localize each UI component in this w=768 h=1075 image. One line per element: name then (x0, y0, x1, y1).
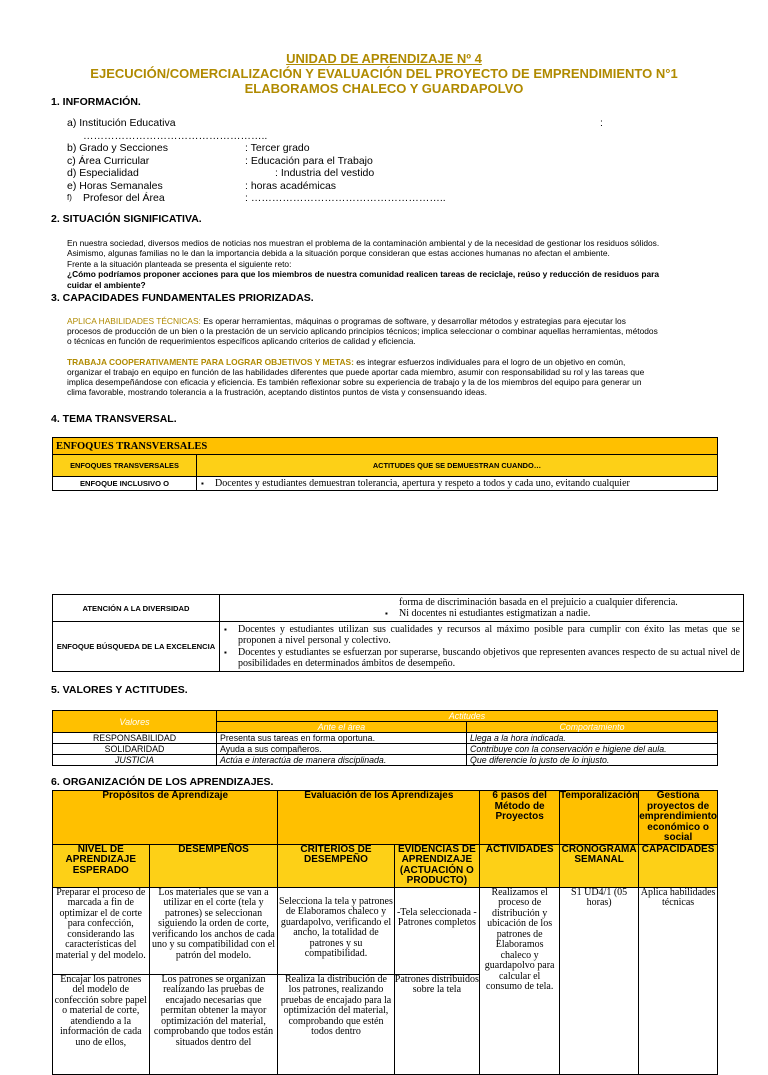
capacidad-2-line2: organizar el trabajo en equipo en función de las habilidades diferentes que puede aportar cada miembro, asumir con responsabilidad su rol y las tareas que (67, 367, 645, 377)
section-informacion-title: 1. INFORMACIÓN. (51, 96, 141, 108)
ante-area-header: Ante el área (217, 722, 467, 733)
capacidad-1-label: APLICA HABILIDADES TÉCNICAS: (67, 316, 201, 326)
info-area-label: c) Área Curricular (67, 155, 150, 167)
desempenos-header: DESEMPEÑOS (149, 844, 278, 887)
info-institucion-label: a) Institución Educativa (67, 117, 176, 129)
info-profesor-value: : ……………………………………………….. (245, 192, 446, 204)
info-institucion-value: …………………………………………….. (83, 130, 268, 142)
actitudes-col-header: ACTITUDES QUE SE DEMUESTRAN CUANDO… (197, 455, 718, 477)
propositos-header: Propósitos de Aprendizaje (53, 791, 278, 845)
situacion-p2: Asimismo, algunas familias no le dan la importancia debida a la situación porque consideran que estas acciones humanas no afectan el ambiente. (67, 248, 610, 258)
organizacion-table (52, 790, 718, 1075)
capacidades-header: CAPACIDADES (639, 844, 718, 887)
capacidad-1-line2: procesos de producción de un bien o la prestación de un servicio aplicando principios técnicos; implica seleccionar o combinar aquellas herramientas, métodos (67, 326, 658, 336)
actividad-cell: Realizamos el proceso de distribución y ubicación de los patrones de Elaboramos chaleco y guardapolvo para calcular el consumo de tela. (480, 887, 560, 1074)
evidencia-cell: -Tela seleccionada - Patrones completos (394, 887, 480, 974)
info-grado-value: : Tercer grado (245, 142, 310, 154)
atencion-diversidad-text (220, 595, 744, 622)
section-capacidades-title: 3. CAPACIDADES FUNDAMENTALES PRIORIZADAS. (51, 292, 314, 304)
project-title: ELABORAMOS CHALECO Y GUARDAPOLVO (244, 81, 524, 96)
busqueda-excelencia-bullet-1: ▪ Docentes y estudiantes utilizan sus cualidades y recursos al máximo posible para cumplir con éxito las metas que se proponen a nivel personal y colectivo. (220, 624, 740, 647)
valor-cell: SOLIDARIDAD (53, 744, 217, 755)
busqueda-excelencia-bullet-2: ▪ Docentes y estudiantes se esfuerzan por superarse, buscando objetivos que representen avances respecto de su actual nivel de posibilidades en determinados ámbitos de desempeño. (220, 647, 740, 670)
info-especialidad-label: d) Especialidad (67, 167, 139, 179)
desempeno-cell: Los patrones se organizan realizando las pruebas de encajado necesarias que permitan obtener la mayor optimización del material, comprobando que todos están situados dentro del (149, 974, 278, 1074)
situacion-question-l1: ¿Cómo podríamos proponer acciones para que los miembros de nuestra comunidad realicen tareas de reciclaje, reúso y reducción de residuos para (67, 269, 660, 279)
busqueda-excelencia-text (220, 622, 744, 672)
valor-cell: JUSTICIA (53, 755, 217, 766)
capacidad-2-label: TRABAJA COOPERATIVAMENTE PARA LOGRAR OBJETIVOS Y METAS: (67, 357, 354, 367)
temporalizacion-header: Temporalización (560, 791, 639, 845)
enfoques-table-title: ENFOQUES TRANSVERSALES (53, 438, 718, 455)
capacidad-1-line1: Es operar herramientas, máquinas o programas de software, y desarrollar métodos y estrategias para ejecutar los (200, 316, 626, 326)
capacidad-cell: Aplica habilidades técnicas (639, 887, 718, 1074)
comportamiento-header: Comportamiento (467, 722, 718, 733)
valores-table (52, 710, 718, 766)
section-valores-title: 5. VALORES Y ACTITUDES. (51, 684, 188, 696)
capacidad-2-line1: es integrar esfuerzos individuales para el logro de un objetivo en común, (353, 357, 626, 367)
ante-area-cell: Ayuda a sus compañeros. (217, 744, 467, 755)
info-grado-label: b) Grado y Secciones (67, 142, 168, 154)
actividades-header: ACTIVIDADES (480, 844, 560, 887)
situacion-question-l2: cuidar el ambiente? (67, 280, 146, 290)
enfoque-inclusivo-bullet: ▪ Docentes y estudiantes demuestran tolerancia, apertura y respeto a todos y cada uno, evitando cualquier (197, 478, 713, 490)
comportamiento-cell: Que diferencie lo justo de lo injusto. (467, 755, 718, 766)
criterios-header: CRITERIOS DE DESEMPEÑO (278, 844, 394, 887)
enfoque-inclusivo-name: ENFOQUE INCLUSIVO O (53, 477, 197, 491)
info-profesor-label: Profesor del Área (83, 192, 165, 204)
capacidad-2-line4: clima favorable, mostrando tolerancia a la frustración, aceptando distintos puntos de vista y consensuando ideas. (67, 387, 487, 397)
criterio-cell: Realiza la distribución de los patrones, realizando pruebas de encajado para la optimización del material, comprobando que estén todos dentro (278, 974, 394, 1074)
capacidad-2-line3: implica desempeñándose con eficacia y eficiencia. Es también reflexionar sobre su experiencia de trabajo y la de los miembros del equipo para generar un (67, 377, 642, 387)
capacidad-1 (67, 316, 717, 346)
valores-header: Valores (53, 711, 217, 733)
enfoque-inclusivo-text (197, 477, 718, 491)
enfoques-col-header: ENFOQUES TRANSVERSALES (53, 455, 197, 477)
info-especialidad-value: : Industria del vestido (275, 167, 375, 179)
info-institucion-colon: : (600, 117, 603, 129)
unit-title: UNIDAD DE APRENDIZAJE Nº 4 (286, 51, 482, 66)
situacion-p3: Frente a la situación planteada se presenta el siguiente reto: (67, 259, 292, 269)
info-area-value: : Educación para el Trabajo (245, 155, 373, 167)
evaluacion-header: Evaluación de los Aprendizajes (278, 791, 480, 845)
enfoques-table-top (52, 437, 718, 491)
pasos-metodo-header: 6 pasos del Método de Proyectos (480, 791, 560, 845)
unit-subtitle: EJECUCIÓN/COMERCIALIZACIÓN Y EVALUACIÓN DEL PROYECTO DE EMPRENDIMIENTO N°1 (90, 66, 678, 81)
capacidad-2 (67, 357, 717, 397)
ante-area-cell: Actúa e interactúa de manera disciplinada. (217, 755, 467, 766)
section-tema-transversal-title: 4. TEMA TRANSVERSAL. (51, 413, 177, 425)
enfoques-table-bottom (52, 594, 744, 672)
valor-cell: RESPONSABILIDAD (53, 733, 217, 744)
capacidad-1-line3: o técnicas en función de requerimientos específicos aplicando criterios de calidad y eficiencia. (67, 336, 416, 346)
ante-area-cell: Presenta sus tareas en forma oportuna. (217, 733, 467, 744)
situacion-p1: En nuestra sociedad, diversos medios de noticias nos muestran el problema de la contaminación ambiental y de la necesidad de gestionar los residuos sólidos. (67, 238, 660, 248)
info-horas-value: : horas académicas (245, 180, 337, 192)
criterio-cell: Selecciona la tela y patrones de Elaboramos chaleco y guardapolvo, verificando el ancho, la totalidad de patrones y su compatibilidad. (278, 887, 394, 974)
cronograma-cell: S1 UD4/1 (05 horas) (560, 887, 639, 1074)
desempeno-cell: Los materiales que se van a utilizar en el corte (tela y patrones) se seleccionan siguiendo la orden de corte, verificando los anchos de cada uno y su compatibilidad con el patrón del modelo. (149, 887, 278, 974)
busqueda-excelencia-name: ENFOQUE BÚSQUEDA DE LA EXCELENCIA (53, 622, 220, 672)
atencion-diversidad-name: ATENCIÓN A LA DIVERSIDAD (53, 595, 220, 622)
section-organizacion-title: 6. ORGANIZACIÓN DE LOS APRENDIZAJES. (51, 776, 274, 788)
actitudes-header: Actitudes (217, 711, 718, 722)
info-horas-label: e) Horas Semanales (67, 180, 163, 192)
comportamiento-cell: Contribuye con la conservación e higiene del aula. (467, 744, 718, 755)
comportamiento-cell: Llega a la hora indicada. (467, 733, 718, 744)
nivel-aprendizaje-header: NIVEL DE APRENDIZAJE ESPERADO (53, 844, 150, 887)
section-situacion-title: 2. SITUACIÓN SIGNIFICATIVA. (51, 213, 202, 225)
nivel-cell: Encajar los patrones del modelo de confección sobre papel o material de corte, atendiendo a la información de cada uno de ellos, (53, 974, 150, 1074)
atencion-diversidad-bullet: ▪ Ni docentes ni estudiantes estigmatizan a nadie. (381, 608, 743, 620)
cronograma-header: CRONOGRAMA SEMANAL (560, 844, 639, 887)
gestiona-proyectos-header: Gestiona proyectos de emprendimiento económico o social (639, 790, 718, 843)
info-profesor-letter: f) (67, 193, 72, 202)
evidencias-header: EVIDENCIAS DE APRENDIZAJE (ACTUACIÓN O PRODUCTO) (394, 844, 480, 887)
nivel-cell: Preparar el proceso de marcada a fin de optimizar el de corte para confección, considerando las características del material y del modelo. (53, 887, 150, 974)
atencion-diversidad-line1: forma de discriminación basada en el prejuicio a cualquier diferencia. (399, 596, 678, 608)
evidencia-cell: Patrones distribuidos sobre la tela (394, 974, 480, 1074)
